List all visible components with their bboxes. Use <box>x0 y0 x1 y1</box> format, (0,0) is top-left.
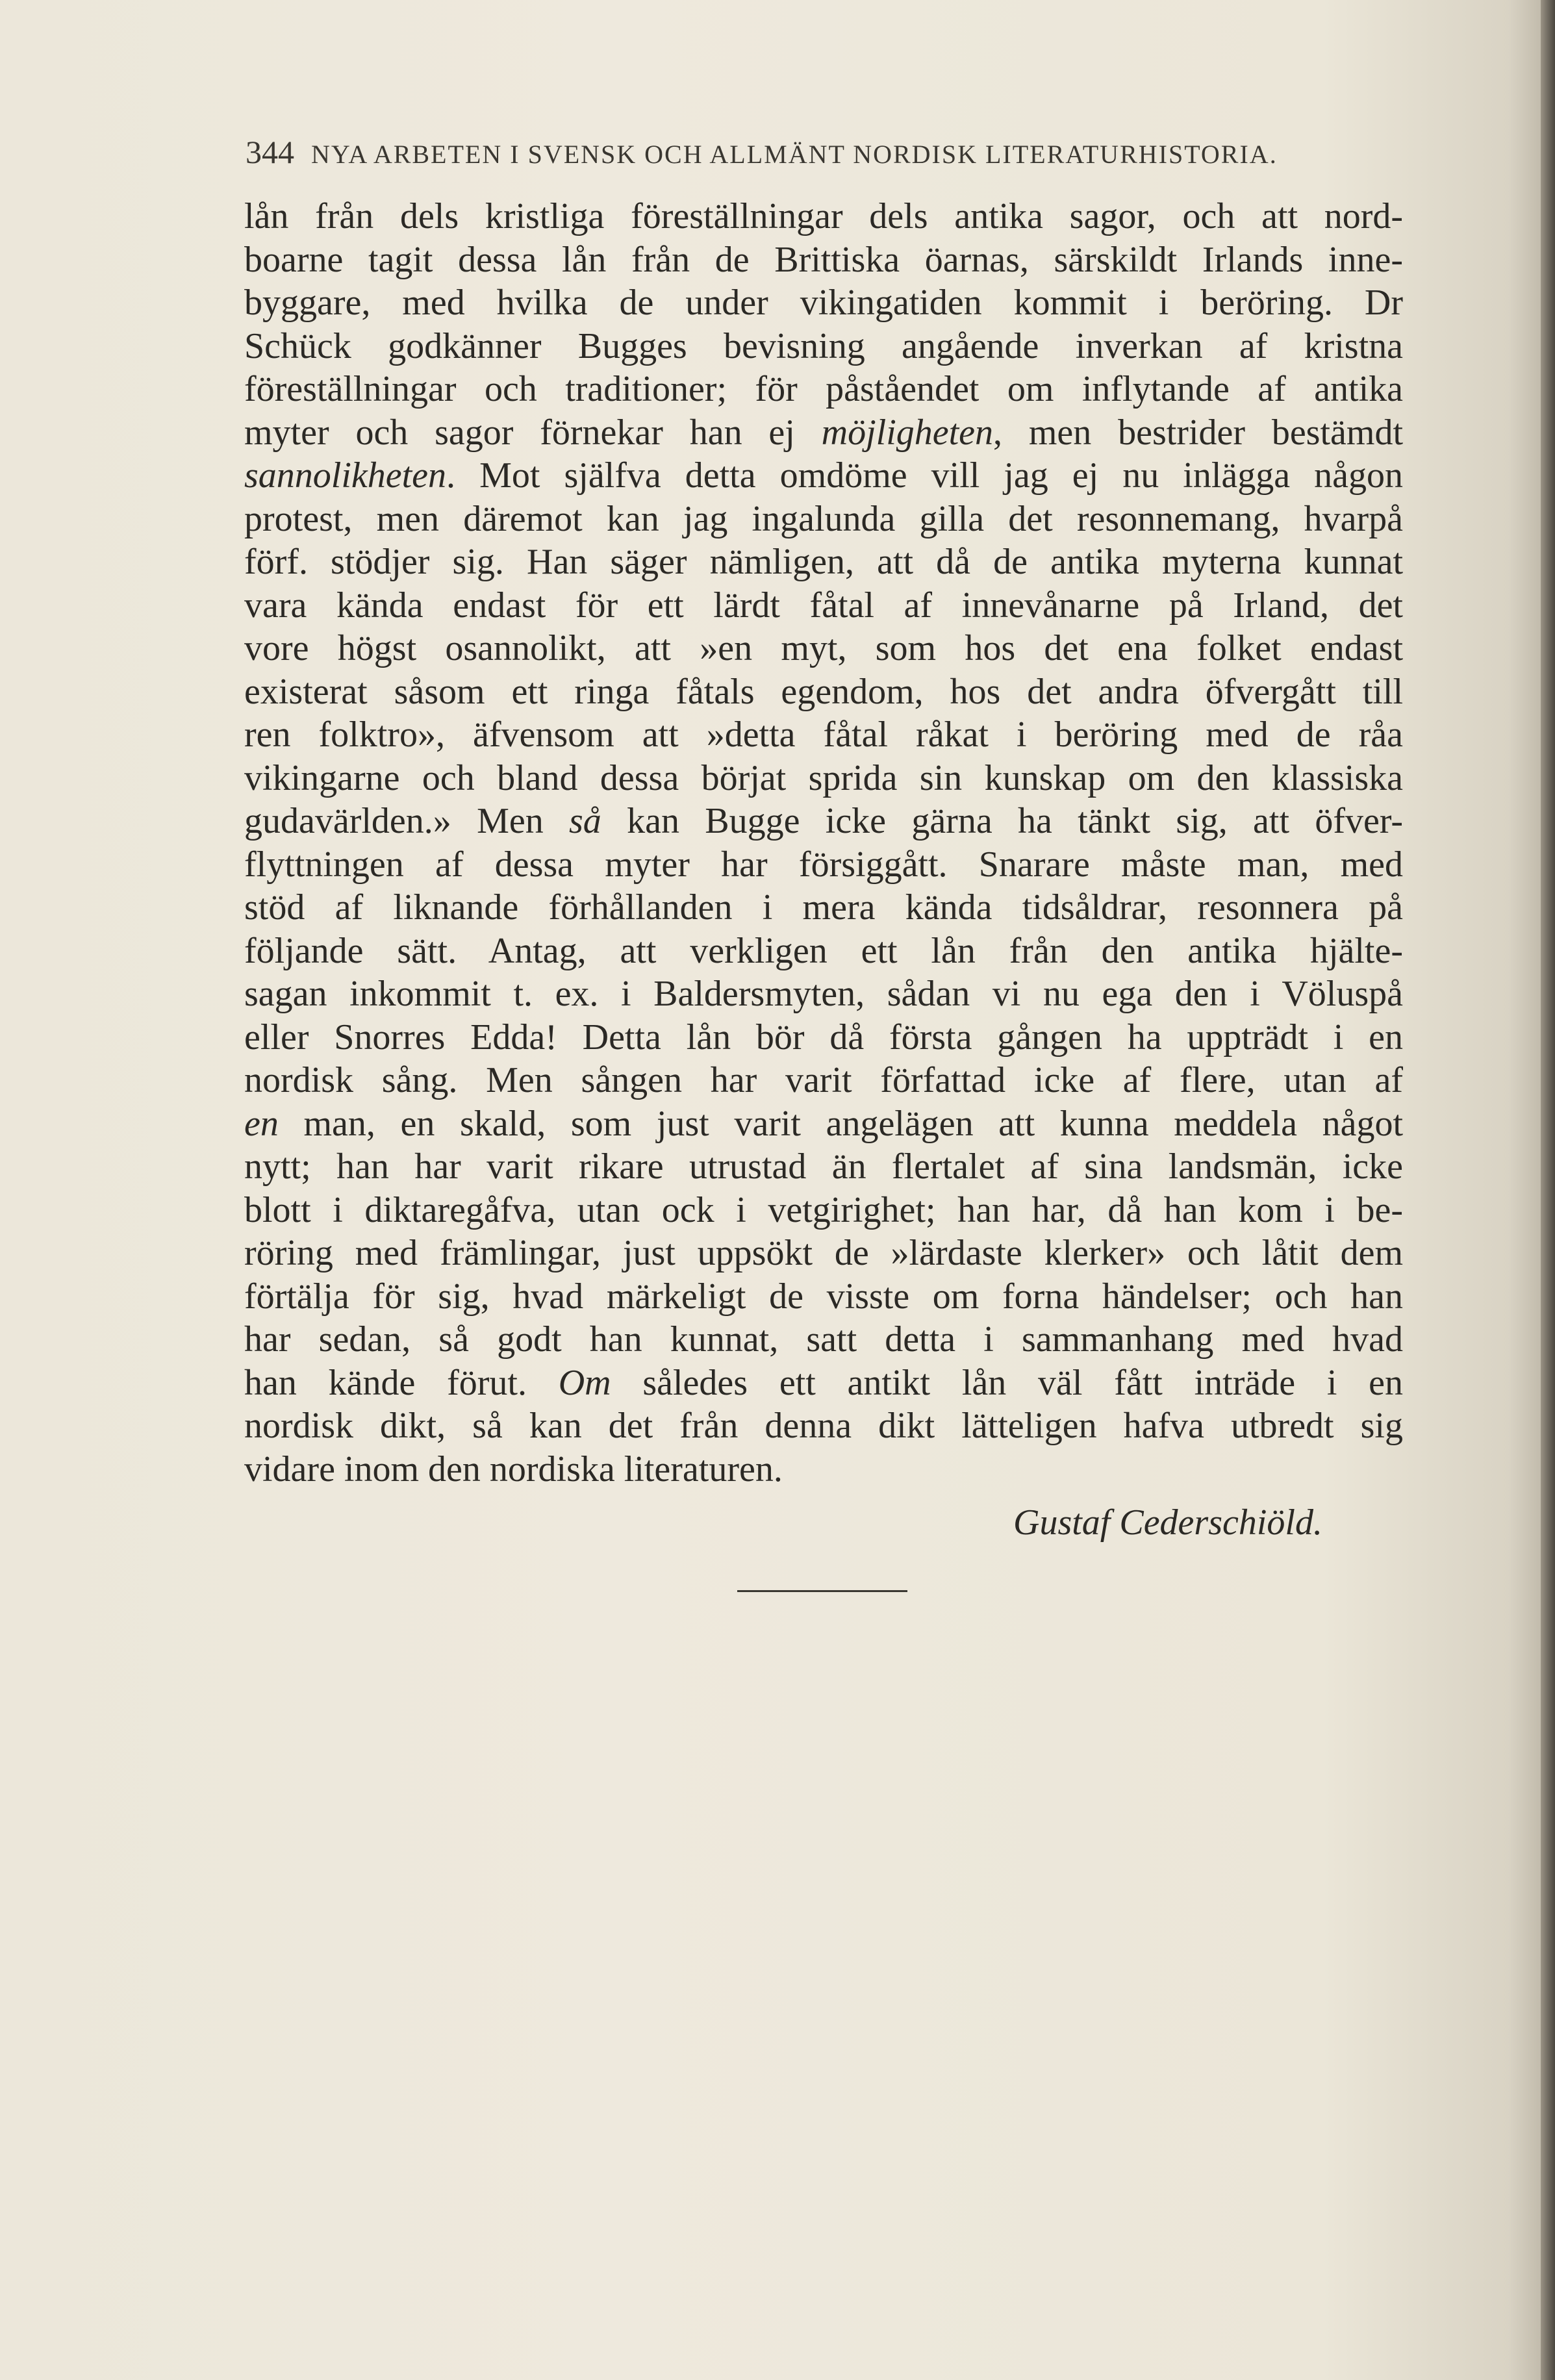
text-run: röring med främlingar, just uppsökt de »lärdaste klerker» och låtit dem <box>244 1233 1403 1273</box>
text-run: protest, men däremot kan jag ingalunda gilla det resonnemang, hvarpå <box>244 498 1403 539</box>
text-run: vara kända endast för ett lärdt fåtal af innevånarne på Irland, det <box>244 585 1403 626</box>
running-header <box>246 133 1350 171</box>
text-run: han kände förut. <box>244 1362 559 1403</box>
text-line <box>244 281 1403 325</box>
text-line <box>244 195 1403 238</box>
text-line <box>244 1232 1403 1275</box>
text-run: flyttningen af dessa myter har försiggått. Snarare måste man, med <box>244 844 1403 885</box>
text-run: ren folktro», äfvensom att »detta fåtal råkat i beröring med de råa <box>244 715 1403 755</box>
text-line <box>244 411 1403 455</box>
text-run: . Mot själfva detta omdöme vill jag ej nu inlägga någon <box>446 455 1403 496</box>
section-divider <box>737 1590 907 1592</box>
text-run: lån från dels kristliga föreställningar dels antika sagor, och att nord- <box>244 196 1403 236</box>
text-line <box>244 1145 1403 1189</box>
text-run: kan Bugge icke gärna ha tänkt sig, att öfver- <box>601 801 1403 841</box>
text-line <box>244 843 1403 887</box>
text-run: sagan inkommit t. ex. i Baldersmyten, sådan vi nu ega den i Völuspå <box>244 974 1403 1014</box>
text-run: stöd af liknande förhållanden i mera kända tidsåldrar, resonnera på <box>244 887 1403 928</box>
text-line <box>244 1016 1403 1059</box>
text-line <box>244 972 1403 1016</box>
text-run: existerat såsom ett ringa fåtals egendom, hos det andra öfvergått till <box>244 671 1403 712</box>
text-run: nordisk dikt, så kan det från denna dikt lätteligen hafva utbredt sig <box>244 1406 1403 1446</box>
text-run: blott i diktaregåfva, utan ock i vetgirighet; han har, då han kom i be- <box>244 1189 1403 1230</box>
text-line <box>244 1404 1403 1448</box>
text-line <box>244 930 1403 973</box>
emphasis-run: sannolikheten <box>244 455 447 496</box>
text-run: man, en skald, som just varit angelägen att kunna meddela något <box>278 1103 1403 1144</box>
text-run: förf. stödjer sig. Han säger nämligen, att då de antika myterna kunnat <box>244 542 1403 582</box>
text-line <box>244 498 1403 541</box>
text-run: således ett antikt lån väl fått inträde i en <box>611 1362 1403 1403</box>
text-run: boarne tagit dessa lån från de Brittiska öarnas, särskildt Irlands inne- <box>244 239 1403 280</box>
text-line <box>244 1275 1403 1319</box>
author-signature: Gustaf Cederschiöld. <box>1013 1502 1322 1543</box>
text-run: förtälja för sig, hvad märkeligt de visste om forna händelser; och han <box>244 1276 1403 1317</box>
running-title: NYA ARBETEN I SVENSK OCH ALLMÄNT NORDISK LITERATURHISTORIA. <box>311 140 1278 169</box>
text-line <box>244 1318 1403 1361</box>
text-line <box>244 584 1403 627</box>
page-edge-shadow <box>1541 0 1555 2380</box>
text-run: nytt; han har varit rikare utrustad än flertalet af sina landsmän, icke <box>244 1146 1403 1187</box>
emphasis-run: Om <box>558 1362 611 1403</box>
body-text <box>244 195 1403 1491</box>
text-line <box>244 454 1403 498</box>
text-run: vore högst osannolikt, att »en myt, som hos det ena folket endast <box>244 628 1403 668</box>
text-line <box>244 1102 1403 1146</box>
text-run: har sedan, så godt han kunnat, satt detta i sammanhang med hvad <box>244 1319 1403 1360</box>
text-line <box>244 1059 1403 1102</box>
text-run: nordisk sång. Men sången har varit författad icke af flere, utan af <box>244 1060 1403 1100</box>
text-line <box>244 886 1403 930</box>
text-run: Schück godkänner Bugges bevisning angående inverkan af kristna <box>244 325 1403 366</box>
text-run: vidare inom den nordiska literaturen. <box>244 1449 783 1489</box>
text-line <box>244 1189 1403 1232</box>
text-run: byggare, med hvilka de under vikingatiden kommit i beröring. Dr <box>244 283 1403 323</box>
emphasis-run: en <box>244 1103 279 1144</box>
text-line <box>244 670 1403 714</box>
text-run: vikingarne och bland dessa börjat sprida sin kunskap om den klassiska <box>244 757 1403 798</box>
text-run: myter och sagor förnekar han ej <box>244 412 822 453</box>
emphasis-run: möjligheten <box>821 412 994 453</box>
text-run: följande sätt. Antag, att verkligen ett lån från den antika hjälte- <box>244 930 1403 971</box>
emphasis-run: så <box>569 801 601 841</box>
text-run: föreställningar och traditioner; för påståendet om inflytande af antika <box>244 369 1403 409</box>
page-number: 344 <box>246 134 294 170</box>
text-line <box>244 238 1403 282</box>
text-line <box>244 627 1403 670</box>
text-line <box>244 757 1403 800</box>
text-run: , men bestrider bestämdt <box>993 412 1404 453</box>
text-line <box>244 1361 1403 1405</box>
text-run: eller Snorres Edda! Detta lån bör då första gången ha uppträdt i en <box>244 1017 1403 1057</box>
text-line <box>244 325 1403 368</box>
text-line <box>244 800 1403 843</box>
text-line <box>244 368 1403 411</box>
text-line <box>244 1448 1403 1491</box>
text-run: gudavärlden.» Men <box>244 801 570 841</box>
text-line <box>244 713 1403 757</box>
text-line <box>244 540 1403 584</box>
